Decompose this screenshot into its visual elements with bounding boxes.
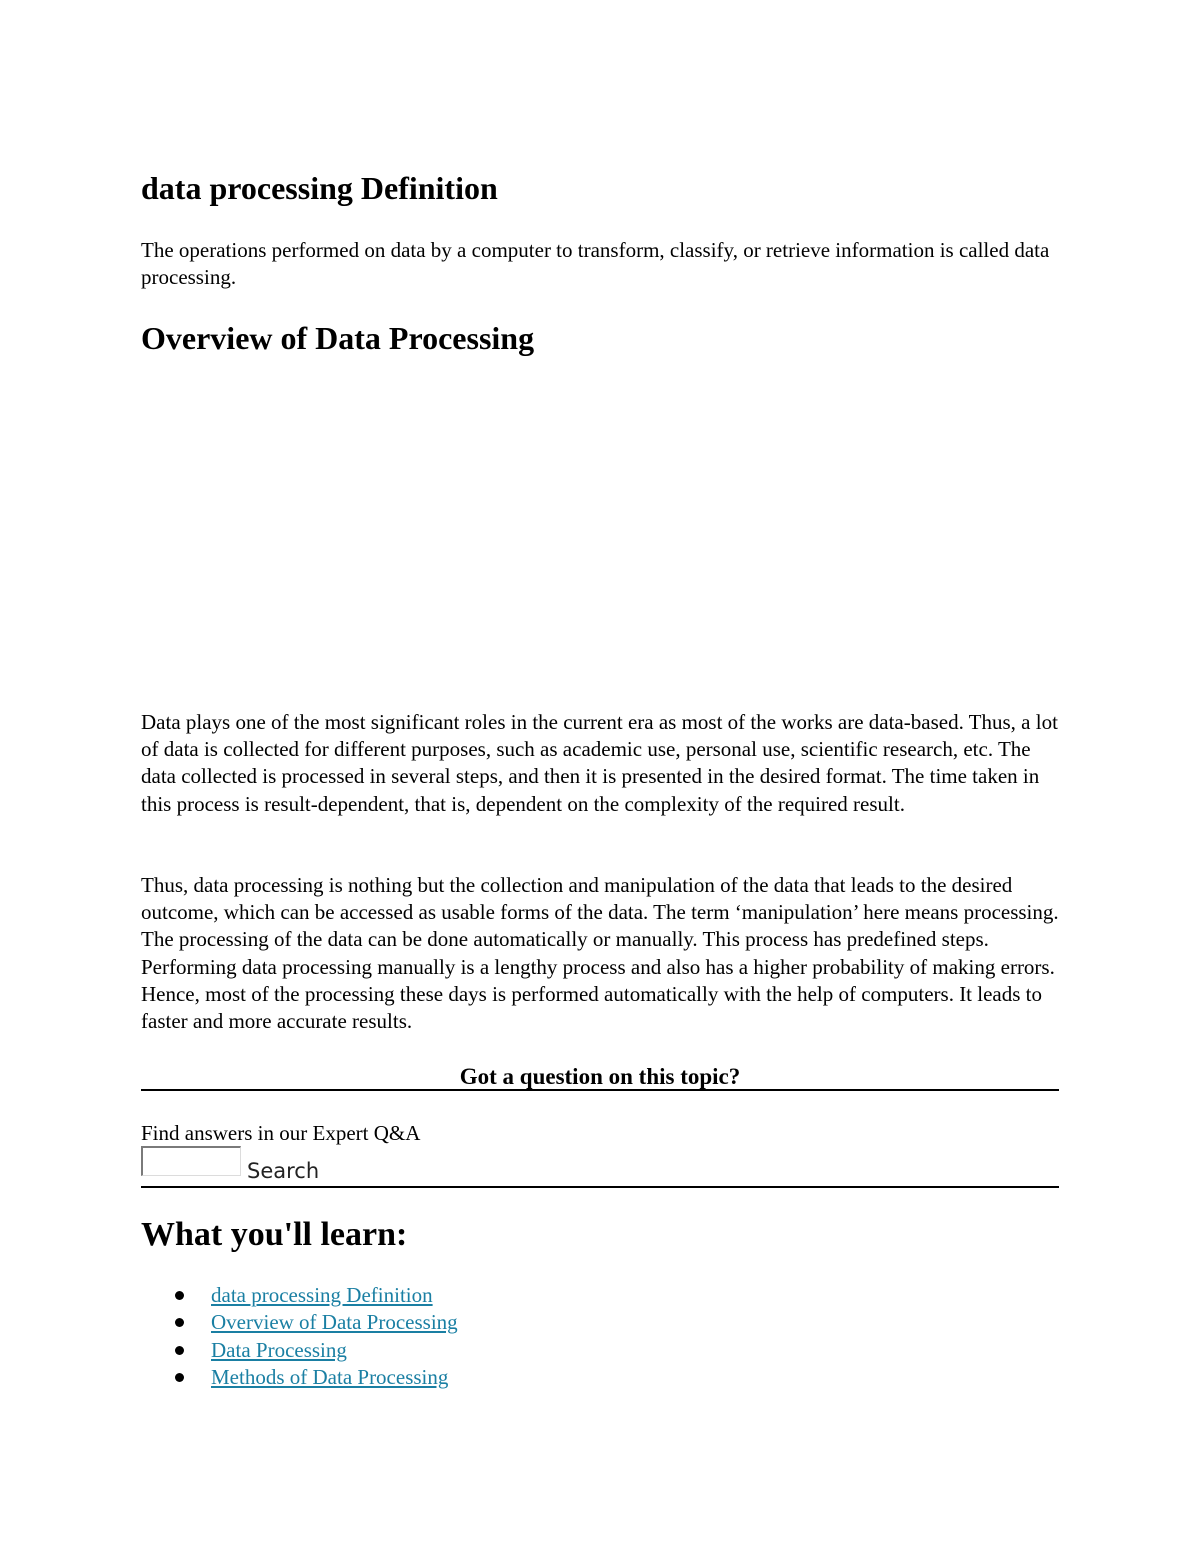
bullet-icon <box>175 1373 184 1382</box>
qa-heading: Got a question on this topic? <box>459 1064 741 1089</box>
learn-list <box>141 1282 458 1391</box>
definition-text: The operations performed on data by a computer to transform, classify, or retrieve information is called data processing. <box>141 238 1050 289</box>
overview-paragraph-1: Data plays one of the most significant roles in the current era as most of the works are data-based. Thus, a lot of data is collected for different purposes, such as academic use, personal use, scientific research, etc. The data collected is processed in several steps, and then it is presented in the desired format. The time taken in this process is result-dependent, that is, dependent on the complexity of the required result. <box>141 710 1058 816</box>
bullet-icon <box>175 1318 184 1327</box>
list-item <box>141 1337 458 1364</box>
list-item <box>141 1309 458 1336</box>
overview-paragraph-2: Thus, data processing is nothing but the collection and manipulation of the data that leads to the desired outcome, which can be accessed as usable forms of the data. The term ‘manipulation’ here means processing. The processing of the data can be done automatically or manually. This process has predefined steps. Performing data processing manually is a lengthy process and also has a higher probability of making errors. Hence, most of the processing these days is performed automatically with the help of computers. It leads to faster and more accurate results. <box>141 873 1059 1034</box>
bullet-icon <box>175 1291 184 1300</box>
qa-search-button[interactable]: Search <box>247 1159 320 1183</box>
qa-search-input[interactable] <box>141 1146 241 1176</box>
learn-link-data-processing[interactable]: Data Processing <box>211 1337 347 1362</box>
list-item <box>141 1364 458 1391</box>
blank-media-area <box>141 370 1059 700</box>
list-item <box>141 1282 458 1309</box>
bullet-icon <box>175 1346 184 1355</box>
expert-qa-box <box>141 1062 1059 1188</box>
overview-heading: Overview of Data Processing <box>141 320 535 356</box>
qa-divider-top <box>141 1089 1059 1091</box>
learn-link-overview[interactable]: Overview of Data Processing <box>211 1310 458 1335</box>
qa-divider-bottom <box>141 1186 1059 1188</box>
qa-subtitle: Find answers in our Expert Q&A <box>141 1121 421 1145</box>
definition-heading: data processing Definition <box>141 170 498 206</box>
learn-link-definition[interactable]: data processing Definition <box>211 1283 433 1307</box>
learn-link-methods[interactable]: Methods of Data Processing <box>211 1364 449 1389</box>
learn-heading: What you'll learn: <box>141 1216 408 1253</box>
